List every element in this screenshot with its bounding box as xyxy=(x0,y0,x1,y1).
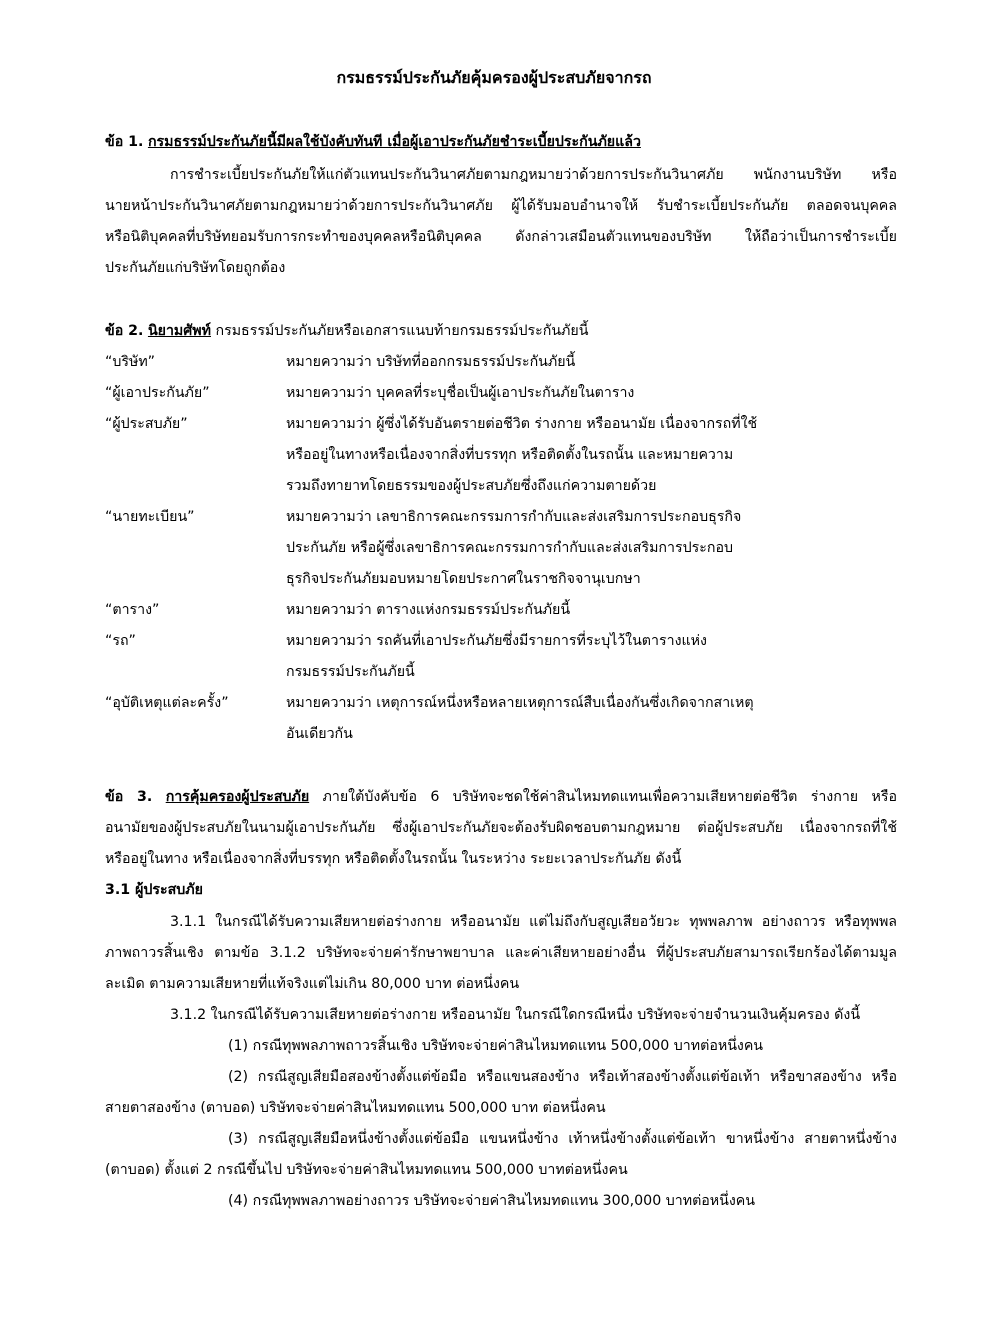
clause-1-line: การชำระเบี้ยประกันภัยให้แก่ตัวแทนประกันวินาศภัยตามกฎหมายว่าด้วยการประกันวินาศภัย พนักงานบริษัท หรือ xyxy=(170,167,897,183)
clause-3-line: อนามัยของผู้ประสบภัยในนามผู้เอาประกันภัย ซึ่งผู้เอาประกันภัยจะต้องรับผิดชอบตามกฎหมาย ต่อผู้ประสบภัย เนื่องจากรถที่ใช้ xyxy=(105,820,897,836)
definition-term: “ผู้เอาประกันภัย” xyxy=(105,385,210,401)
coverage-item-1: (1) กรณีทุพพลภาพถาวรสิ้นเชิง บริษัทจะจ่ายค่าสินไหมทดแทน 500,000 บาทต่อหนึ่งคน xyxy=(228,1038,764,1054)
definition-text: หมายความว่า บุคคลที่ระบุชื่อเป็นผู้เอาประกันภัยในตาราง xyxy=(286,385,635,401)
clause-3-number: ข้อ 3. xyxy=(105,789,153,805)
paragraph-3-1-1-line: ภาพถาวรสิ้นเชิง ตามข้อ 3.1.2 บริษัทจะจ่ายค่ารักษาพยาบาล และค่าเสียหายอย่างอื่น ที่ผู้ประสบภัยสามารถเรียกร้องได้ตามมูล xyxy=(105,945,897,961)
definition-term: “รถ” xyxy=(105,633,136,649)
definition-text: ประกันภัย หรือผู้ซึ่งเลขาธิการคณะกรรมการกำกับและส่งเสริมการประกอบ xyxy=(286,540,733,556)
coverage-item-3-cont: (ตาบอด) ตั้งแต่ 2 กรณีขึ้นไป บริษัทจะจ่ายค่าสินไหมทดแทน 500,000 บาทต่อหนึ่งคน xyxy=(105,1162,628,1178)
clause-3-title: การคุ้มครองผู้ประสบภัย xyxy=(165,789,310,805)
definition-text: หมายความว่า รถคันที่เอาประกันภัยซึ่งมีรายการที่ระบุไว้ในตารางแห่ง xyxy=(286,633,707,649)
paragraph-3-1-2: 3.1.2 ในกรณีได้รับความเสียหายต่อร่างกาย หรืออนามัย ในกรณีใดกรณีหนึ่ง บริษัทจะจ่ายจำนวนเงินคุ้มครอง ดังนี้ xyxy=(170,1007,861,1023)
coverage-item-3: (3) กรณีสูญเสียมือหนึ่งข้างตั้งแต่ข้อมือ แขนหนึ่งข้าง เท้าหนึ่งข้างตั้งแต่ข้อเท้า ขาหนึ่งข้าง สายตาหนึ่งข้าง xyxy=(228,1131,897,1147)
definition-text: หมายความว่า เหตุการณ์หนึ่งหรือหลายเหตุการณ์สืบเนื่องกันซึ่งเกิดจากสาเหตุ xyxy=(286,695,754,711)
definition-term: “ตาราง” xyxy=(105,602,160,618)
definition-text: กรมธรรม์ประกันภัยนี้ xyxy=(286,664,415,680)
paragraph-3-1-1-line: 3.1.1 ในกรณีได้รับความเสียหายต่อร่างกาย หรืออนามัย แต่ไม่ถึงกับสูญเสียอวัยวะ ทุพพลภาพ อย่างถาวร หรือทุพพล xyxy=(170,914,897,930)
clause-3-heading xyxy=(105,786,897,808)
coverage-item-2-cont: สายตาสองข้าง (ตาบอด) บริษัทจะจ่ายค่าสินไหมทดแทน 500,000 บาท ต่อหนึ่งคน xyxy=(105,1100,606,1116)
clause-1-line: นายหน้าประกันวินาศภัยตามกฎหมายว่าด้วยการประกันวินาศภัย ผู้ได้รับมอบอำนาจให้ รับชำระเบี้ยประกันภัย ตลอดจนบุคคล xyxy=(105,198,897,214)
clause-1-line: หรือนิติบุคคลที่บริษัทยอมรับการกระทำของบุคคลหรือนิติบุคคล ดังกล่าวเสมือนตัวแทนของบริษัท ให้ถือว่าเป็นการชำระเบี้ย xyxy=(105,229,897,245)
definition-text: หรืออยู่ในทางหรือเนื่องจากสิ่งที่บรรทุก หรือติดตั้งในรถนั้น และหมายความ xyxy=(286,447,734,463)
sub-heading-3-1: 3.1 ผู้ประสบภัย xyxy=(105,882,203,898)
definition-term: “บริษัท” xyxy=(105,354,156,370)
definition-text: หมายความว่า บริษัทที่ออกกรมธรรม์ประกันภัยนี้ xyxy=(286,354,576,370)
definition-text: รวมถึงทายาทโดยธรรมของผู้ประสบภัยซึ่งถึงแก่ความตายด้วย xyxy=(286,478,657,494)
clause-1-title: กรมธรรม์ประกันภัยนี้มีผลใช้บังคับทันที เมื่อผู้เอาประกันภัยชำระเบี้ยประกันภัยแล้ว xyxy=(147,134,641,150)
clause-2-intro: กรมธรรม์ประกันภัยหรือเอกสารแนบท้ายกรมธรรม์ประกันภัยนี้ xyxy=(215,323,589,339)
definition-text: อันเดียวกัน xyxy=(286,726,353,742)
definition-text: หมายความว่า เลขาธิการคณะกรรมการกำกับและส่งเสริมการประกอบธุรกิจ xyxy=(286,509,742,525)
clause-1-heading xyxy=(105,131,897,153)
clause-1-line: ประกันภัยแก่บริษัทโดยถูกต้อง xyxy=(105,260,286,276)
clause-3-line: ภายใต้บังคับข้อ 6 บริษัทจะชดใช้ค่าสินไหมทดแทนเพื่อความเสียหายต่อชีวิต ร่างกาย หรือ xyxy=(322,789,897,805)
paragraph-3-1-1-line: ละเมิด ตามความเสียหายที่แท้จริงแต่ไม่เกิน 80,000 บาท ต่อหนึ่งคน xyxy=(105,976,520,992)
definition-term: “นายทะเบียน” xyxy=(105,509,195,525)
clause-2-number: ข้อ 2. xyxy=(105,323,144,339)
definition-text: หมายความว่า ตารางแห่งกรมธรรม์ประกันภัยนี้ xyxy=(286,602,571,618)
definition-term: “ผู้ประสบภัย” xyxy=(105,416,188,432)
coverage-item-2: (2) กรณีสูญเสียมือสองข้างตั้งแต่ข้อมือ หรือแขนสองข้าง หรือเท้าสองข้างตั้งแต่ข้อเท้า หรือขาสองข้าง หรือ xyxy=(228,1069,897,1085)
coverage-item-4: (4) กรณีทุพพลภาพอย่างถาวร บริษัทจะจ่ายค่าสินไหมทดแทน 300,000 บาทต่อหนึ่งคน xyxy=(228,1193,755,1209)
definition-text: หมายความว่า ผู้ซึ่งได้รับอันตรายต่อชีวิต ร่างกาย หรืออนามัย เนื่องจากรถที่ใช้ xyxy=(286,416,758,432)
document-title: กรมธรรม์ประกันภัยคุ้มครองผู้ประสบภัยจากรถ xyxy=(336,68,652,87)
clause-1-number: ข้อ 1. xyxy=(105,134,144,150)
definition-text: ธุรกิจประกันภัยมอบหมายโดยประกาศในราชกิจจานุเบกษา xyxy=(286,571,641,587)
definition-term: “อุบัติเหตุแต่ละครั้ง” xyxy=(105,695,229,711)
clause-3-line: หรืออยู่ในทาง หรือเนื่องจากสิ่งที่บรรทุก หรือติดตั้งในรถนั้น ในระหว่าง ระยะเวลาประกันภัย ดังนี้ xyxy=(105,851,682,867)
clause-2-title: นิยามศัพท์ xyxy=(147,323,211,339)
clause-2-heading xyxy=(105,320,897,342)
